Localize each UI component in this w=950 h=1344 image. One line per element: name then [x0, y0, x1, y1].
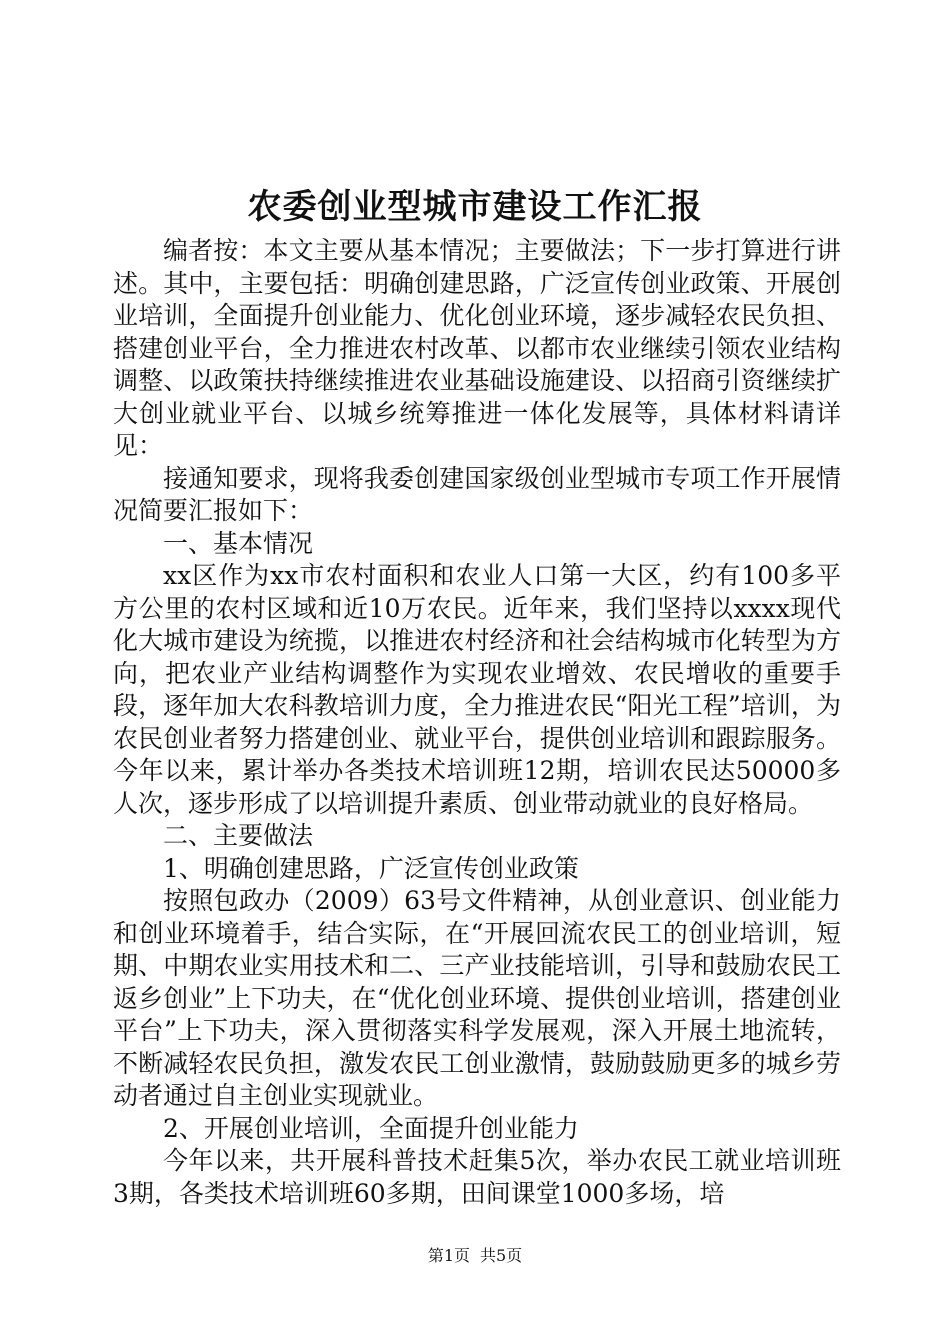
intro-paragraph: 接通知要求，现将我委创建国家级创业型城市专项工作开展情况简要汇报如下：: [113, 463, 841, 525]
document-body: [113, 235, 841, 1210]
page-number: 第1页: [427, 1246, 470, 1265]
total-pages: 共5页: [480, 1246, 523, 1265]
practice-1-paragraph: 按照包政办（2009）63号文件精神，从创业意识、创业能力和创业环境着手，结合实际，在“开展回流农民工的创业培训，短期、中期农业实用技术和二、三产业技能培训，引导和鼓励农民工返乡创业”上下功夫，在“优化创业环境、提供创业培训，搭建创业平台”上下功夫，深入贯彻落实科学发展观，深入开展土地流转，不断减轻农民负担，激发农民工创业激情，鼓励鼓励更多的城乡劳动者通过自主创业实现就业。: [113, 886, 841, 1110]
subheading-2: 2、开展创业培训，全面提升创业能力: [163, 1113, 579, 1143]
basic-situation-paragraph: xx区作为xx市农村面积和农业人口第一大区，约有100多平方公里的农村区域和近10万农民。近年来，我们坚持以xxxx现代化大城市建设为统揽，以推进农村经济和社会结构城市化转型为方向，把农业产业结构调整作为实现农业增效、农民增收的重要手段，逐年加大农科教培训力度，全力推进农民“阳光工程”培训，为农民创业者努力搭建创业、就业平台，提供创业培训和跟踪服务。今年以来，累计举办各类技术培训班12期，培训农民达50000多人次，逐步形成了以培训提升素质、创业带动就业的良好格局。: [113, 561, 841, 818]
subheading-1: 1、明确创建思路，广泛宣传创业政策: [163, 853, 579, 883]
document-title: 农委创业型城市建设工作汇报: [247, 187, 703, 227]
editor-note-paragraph: 编者按：本文主要从基本情况；主要做法；下一步打算进行讲述。其中，主要包括：明确创建思路，广泛宣传创业政策、开展创业培训，全面提升创业能力、优化创业环境，逐步减轻农民负担、搭建创业平台，全力推进农村改革、以都市农业继续引领农业结构调整、以政策扶持继续推进农业基础设施建设、以招商引资继续扩大创业就业平台、以城乡统筹推进一体化发展等，具体材料请详见：: [113, 236, 841, 460]
section-heading-main-practices: 二、主要做法: [163, 821, 314, 850]
practice-2-paragraph: 今年以来，共开展科普技术赶集5次，举办农民工就业培训班3期，各类技术培训班60多期，田间课堂1000多场，培: [113, 1146, 841, 1208]
section-heading-basic-situation: 一、基本情况: [163, 528, 314, 558]
page-footer: [0, 1244, 950, 1268]
